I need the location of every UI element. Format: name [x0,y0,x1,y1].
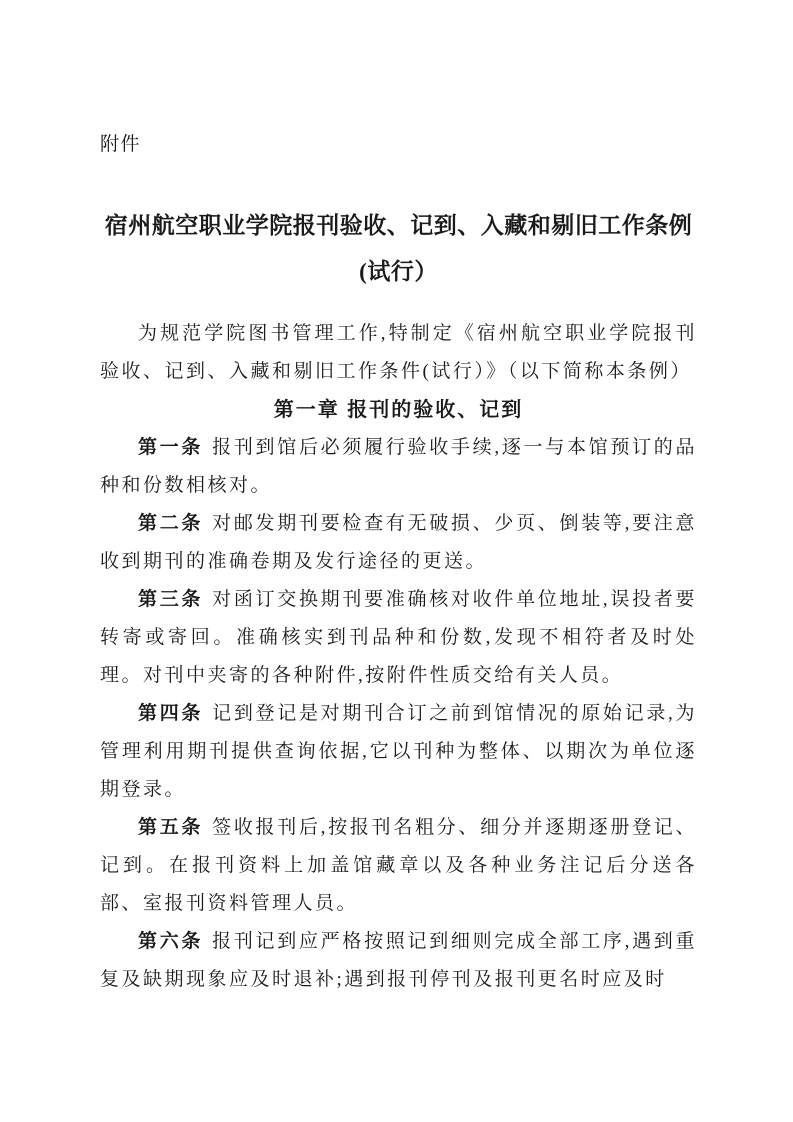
article-2-label: 第二条 [138,513,204,534]
article-3-text: 对函订交换期刊要准确核对收件单位地址,误投者要转寄或寄回。准确核实到刊品种和份数,发现不相符者及时处理。对刊中夹寄的各种附件,按附件性质交给有关人员。 [100,589,697,686]
article-3-label: 第三条 [138,589,204,610]
article-1 [100,429,697,505]
article-6-text: 报刊记到应严格按照记到细则完成全部工序,遇到重复及缺期现象应及时退补;遇到报刊停刊及报刊更名时应及时 [100,931,697,990]
attachment-label: 附件 [100,134,142,155]
article-4-text: 记到登记是对期刊合订之前到馆情况的原始记录,为管理利用期刊提供查询依据,它以刊种为整体、以期次为单位逐期登录。 [100,703,697,800]
chapter-1-heading: 第一章 报刊的验收、记到 [273,399,524,421]
article-5-label: 第五条 [138,817,204,838]
article-2-text: 对邮发期刊要检查有无破损、少页、倒装等,要注意收到期刊的准确卷期及发行途径的更送。 [100,513,697,572]
article-6 [100,923,697,999]
article-3 [100,581,697,695]
document-title [100,203,697,295]
title-line-2: (试行） [359,259,438,284]
article-4-label: 第四条 [138,703,204,724]
document-content [100,131,697,999]
article-1-text: 报刊到馆后必须履行验收手续,逐一与本馆预订的品种和份数相核对。 [100,437,697,496]
article-6-label: 第六条 [138,931,204,952]
article-5 [100,809,697,923]
intro-paragraph: 为规范学院图书管理工作,特制定《宿州航空职业学院报刊验收、记到、入藏和剔旧工作条件(试行）》（以下简称本条例） [100,323,697,382]
title-line-1: 宿州航空职业学院报刊验收、记到、入藏和剔旧工作条例 [104,213,693,238]
article-5-text: 签收报刊后,按报刊名粗分、细分并逐期逐册登记、记到。在报刊资料上加盖馆藏章以及各种业务注记后分送各部、室报刊资料管理人员。 [100,817,697,914]
article-1-label: 第一条 [138,437,204,458]
article-2 [100,505,697,581]
article-4 [100,695,697,809]
